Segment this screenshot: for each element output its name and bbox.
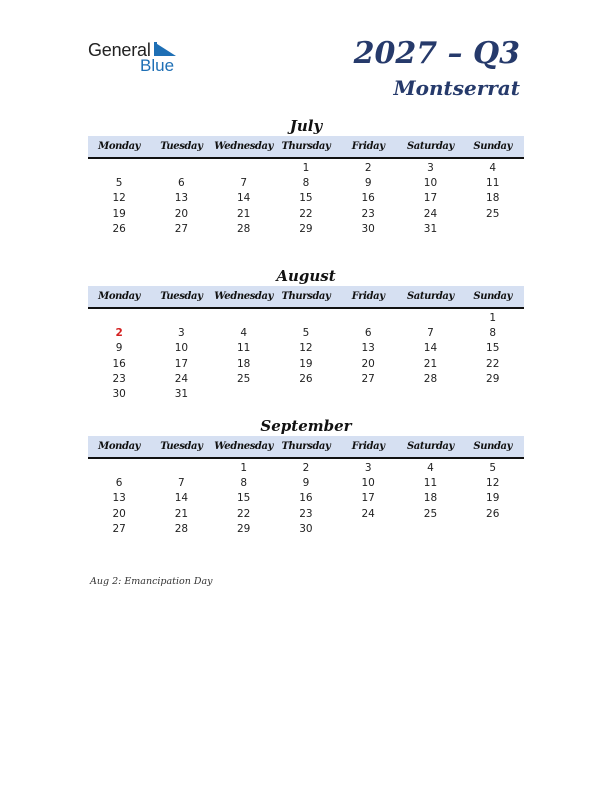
week-row	[88, 507, 524, 522]
week-row	[88, 207, 524, 222]
day-cell	[399, 522, 461, 537]
day-cell: 14	[423, 342, 438, 355]
weekday-header-cell: Thursday	[281, 441, 331, 452]
day-cell: 28	[236, 222, 251, 235]
day-cell	[337, 311, 399, 326]
day-cell: 26	[486, 507, 500, 520]
day-cell: 10	[423, 177, 438, 190]
day-cell: 27	[174, 222, 189, 235]
day-cell: 2	[115, 327, 123, 340]
weekday-header-cell: Thursday	[281, 291, 331, 302]
day-cell: 4	[427, 462, 434, 474]
day-cell: 1	[489, 312, 497, 324]
day-cell: 21	[236, 207, 251, 220]
day-cell: 4	[240, 327, 247, 340]
day-cell: 28	[423, 372, 438, 385]
day-cell: 29	[486, 372, 500, 385]
day-cell: 8	[489, 327, 497, 340]
day-cell: 9	[115, 342, 123, 355]
day-cell: 31	[423, 222, 438, 235]
day-cell	[88, 461, 150, 476]
day-cell: 6	[178, 177, 185, 190]
day-cell: 18	[423, 492, 438, 505]
day-cell	[337, 522, 399, 537]
weekday-header-cell: Wednesday	[214, 141, 274, 152]
weekday-header-cell: Thursday	[281, 141, 331, 152]
logo-text-blue: Blue	[140, 56, 175, 75]
day-cell: 21	[423, 357, 438, 370]
day-cell	[150, 161, 212, 176]
day-cell: 2	[364, 162, 372, 174]
day-cell: 3	[427, 162, 434, 174]
day-cell	[462, 222, 524, 237]
day-cell: 13	[174, 192, 189, 205]
month-name: September	[260, 417, 352, 435]
day-cell: 20	[361, 357, 375, 370]
day-cell: 9	[364, 177, 372, 190]
weekday-header-cell: Wednesday	[214, 441, 274, 452]
day-cell: 7	[427, 327, 434, 340]
weekday-header-cell: Friday	[351, 441, 385, 452]
day-cell	[150, 461, 212, 476]
weekday-header-cell: Wednesday	[214, 291, 274, 302]
day-cell: 14	[236, 192, 251, 205]
weekday-header-cell: Friday	[351, 141, 385, 152]
day-cell: 29	[236, 522, 251, 535]
weekday-header-cell: Monday	[98, 141, 141, 152]
weekday-header-cell: Sunday	[473, 441, 513, 452]
day-cell: 22	[486, 357, 500, 370]
day-cell: 13	[112, 492, 126, 505]
day-cell: 29	[299, 222, 313, 235]
week-row	[88, 161, 524, 176]
day-cell	[399, 311, 461, 326]
week-row	[88, 222, 524, 237]
weekday-header-cell: Sunday	[473, 291, 513, 302]
page-subtitle: Montserrat	[393, 76, 520, 100]
day-cell: 7	[240, 177, 247, 190]
day-cell: 20	[112, 507, 126, 520]
week-row	[88, 357, 524, 372]
day-cell: 31	[174, 387, 189, 400]
day-cell: 11	[236, 342, 251, 355]
logo-text-general: General	[88, 40, 151, 60]
day-cell: 15	[236, 492, 251, 505]
weekday-header-cell: Saturday	[406, 141, 454, 152]
week-row	[88, 176, 524, 191]
weekday-header-cell: Tuesday	[160, 291, 203, 302]
week-row	[88, 387, 524, 402]
day-cell: 18	[486, 192, 500, 205]
weekday-header-cell: Friday	[351, 291, 385, 302]
day-cell: 3	[178, 327, 185, 340]
day-cell: 18	[236, 357, 251, 370]
day-cell: 6	[115, 477, 123, 490]
day-cell: 24	[361, 507, 375, 520]
day-cell: 16	[112, 357, 126, 370]
day-cell	[88, 311, 150, 326]
day-cell: 20	[174, 207, 189, 220]
day-cell: 22	[236, 507, 251, 520]
day-cell	[462, 522, 524, 537]
day-cell: 30	[361, 222, 375, 235]
weekday-header-cell: Sunday	[473, 141, 513, 152]
day-cell: 14	[174, 492, 189, 505]
day-cell: 1	[240, 462, 247, 474]
day-cell: 30	[299, 522, 313, 535]
day-cell: 13	[361, 342, 375, 355]
day-cell: 15	[299, 192, 313, 205]
day-cell: 25	[236, 372, 251, 385]
week-row	[88, 372, 524, 387]
weekday-header-row	[88, 436, 524, 459]
day-cell	[275, 387, 337, 402]
day-cell: 5	[302, 327, 310, 340]
day-cell: 10	[361, 477, 375, 490]
weekday-header-cell: Saturday	[406, 291, 454, 302]
day-cell: 12	[112, 192, 126, 205]
month-block-july	[88, 116, 524, 237]
weekday-header-row	[88, 136, 524, 159]
day-cell: 30	[112, 387, 126, 400]
day-cell: 27	[112, 522, 126, 535]
day-cell: 19	[112, 207, 126, 220]
week-row	[88, 476, 524, 491]
day-cell	[462, 387, 524, 402]
weekday-header-cell: Monday	[98, 441, 141, 452]
day-cell	[150, 311, 212, 326]
day-cell: 8	[302, 177, 310, 190]
week-row	[88, 522, 524, 537]
month-block-august	[88, 266, 524, 402]
day-cell: 17	[361, 492, 375, 505]
day-cell: 12	[486, 477, 500, 490]
week-row	[88, 461, 524, 476]
day-cell	[337, 387, 399, 402]
page-title: 2027 – Q3	[353, 36, 520, 71]
day-cell: 8	[240, 477, 247, 490]
day-cell	[213, 161, 275, 176]
day-cell: 25	[423, 507, 438, 520]
weekday-header-row	[88, 286, 524, 309]
week-row	[88, 191, 524, 206]
day-cell: 16	[361, 192, 375, 205]
day-cell: 7	[178, 477, 185, 490]
day-cell: 23	[299, 507, 313, 520]
day-cell: 19	[299, 357, 313, 370]
day-cell: 26	[299, 372, 313, 385]
week-row	[88, 311, 524, 326]
day-cell	[88, 161, 150, 176]
weekday-header-cell: Monday	[98, 291, 141, 302]
month-block-september	[88, 416, 524, 537]
week-row	[88, 491, 524, 506]
day-cell: 21	[174, 507, 189, 520]
month-name: July	[289, 117, 323, 135]
day-cell: 16	[299, 492, 313, 505]
generalblue-logo	[88, 40, 188, 80]
weekday-header-cell: Tuesday	[160, 441, 203, 452]
day-cell: 11	[423, 477, 438, 490]
day-cell: 11	[486, 177, 500, 190]
month-name: August	[276, 267, 336, 285]
day-cell: 23	[112, 372, 126, 385]
day-cell: 6	[364, 327, 372, 340]
day-cell: 2	[302, 462, 310, 474]
holiday-note: Aug 2: Emancipation Day	[90, 576, 213, 587]
day-cell: 5	[115, 177, 123, 190]
day-cell: 15	[486, 342, 500, 355]
day-cell	[275, 311, 337, 326]
day-cell	[399, 387, 461, 402]
day-cell: 27	[361, 372, 375, 385]
day-cell: 12	[299, 342, 313, 355]
day-cell: 9	[302, 477, 310, 490]
day-cell: 17	[174, 357, 189, 370]
weekday-header-cell: Tuesday	[160, 141, 203, 152]
day-cell: 26	[112, 222, 126, 235]
day-cell	[213, 387, 275, 402]
day-cell: 4	[489, 162, 497, 174]
day-cell: 25	[486, 207, 500, 220]
week-row	[88, 341, 524, 356]
day-cell: 19	[486, 492, 500, 505]
day-cell: 1	[302, 162, 310, 174]
day-cell	[213, 311, 275, 326]
day-cell: 23	[361, 207, 375, 220]
day-cell: 22	[299, 207, 313, 220]
day-cell: 24	[423, 207, 438, 220]
day-cell: 28	[174, 522, 189, 535]
day-cell: 10	[174, 342, 189, 355]
day-cell: 17	[423, 192, 438, 205]
day-cell: 24	[174, 372, 189, 385]
day-cell: 5	[489, 462, 497, 474]
weekday-header-cell: Saturday	[406, 441, 454, 452]
week-row	[88, 326, 524, 341]
day-cell: 3	[364, 462, 372, 474]
